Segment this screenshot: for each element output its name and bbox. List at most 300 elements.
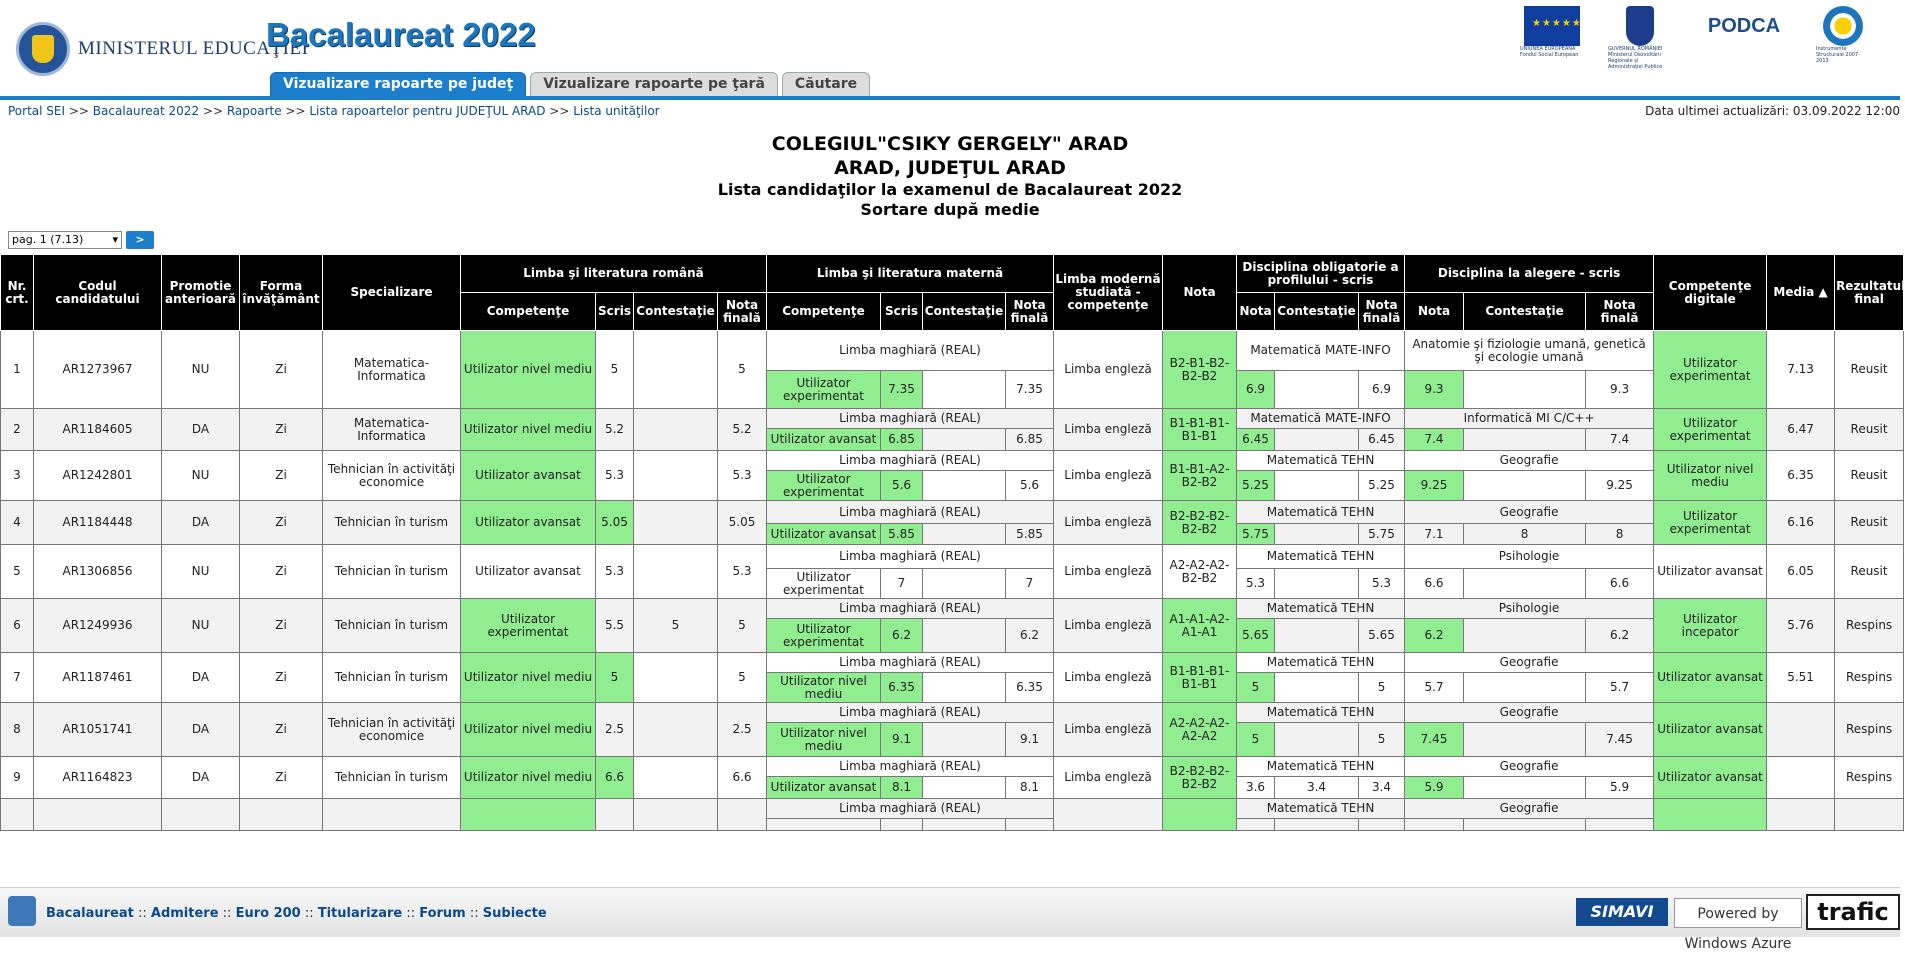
cell-forma: Zi bbox=[240, 545, 323, 599]
cell-ro-cont bbox=[634, 409, 718, 451]
col-form: Forma învăţământ bbox=[240, 255, 323, 331]
cell-al-cont bbox=[1464, 619, 1586, 653]
cell-ob-nota: 6.9 bbox=[1237, 371, 1275, 409]
cell-ob-name: Matematică TEHN bbox=[1237, 451, 1405, 471]
cell-lm: Limba engleză bbox=[1054, 331, 1163, 409]
cell-lm-nota: B1-B1-B1-B1-B1 bbox=[1163, 409, 1237, 451]
cell-ro-cont bbox=[634, 757, 718, 799]
cell-mat-cont bbox=[923, 819, 1006, 831]
cell-media bbox=[1767, 703, 1835, 757]
cell-spec: Tehnician în turism bbox=[323, 501, 461, 545]
table-row bbox=[1, 599, 1904, 619]
col-mat-written: Scris bbox=[881, 293, 923, 331]
cell-al-nota: 9.25 bbox=[1405, 471, 1464, 501]
cell-rez bbox=[1835, 799, 1904, 831]
cell-al-nota: 6.6 bbox=[1405, 569, 1464, 599]
cell-al-cont bbox=[1464, 471, 1586, 501]
col-modern-language: Limba modernă studiată - competenţe bbox=[1054, 255, 1163, 331]
cell-dig: Utilizator experimentat bbox=[1654, 409, 1767, 451]
cell-ro-comp: Utilizator nivel mediu bbox=[461, 653, 596, 703]
cell-ob-nota bbox=[1237, 819, 1275, 831]
footer-links: Bacalaureat :: Admitere :: Euro 200 :: Titularizare :: Forum :: Subiecte bbox=[46, 906, 547, 921]
app-title: Bacalaureat 2022 bbox=[266, 16, 536, 53]
cell-lm-nota bbox=[1163, 799, 1237, 831]
cell-mat-scris: 8.1 bbox=[881, 777, 923, 799]
cell-mat-lang: Limba maghiară (REAL) bbox=[767, 409, 1054, 429]
col-group-elective: Disciplina la alegere - scris bbox=[1405, 255, 1654, 293]
cell-mat-lang: Limba maghiară (REAL) bbox=[767, 501, 1054, 524]
cell-al-name: Geografie bbox=[1405, 703, 1654, 723]
cell-mat-final: 5.85 bbox=[1006, 524, 1054, 545]
cell-prom: DA bbox=[162, 501, 240, 545]
cell-mat-comp: Utilizator avansat bbox=[767, 429, 881, 451]
cell-mat-lang: Limba maghiară (REAL) bbox=[767, 451, 1054, 471]
tab-search[interactable]: Căutare bbox=[782, 72, 870, 96]
footer bbox=[0, 887, 1900, 952]
cell-ob-cont: 3.4 bbox=[1275, 777, 1359, 799]
cell-ob-name: Matematică TEHN bbox=[1237, 799, 1405, 819]
header-divider bbox=[0, 96, 1900, 100]
cell-ob-cont bbox=[1275, 619, 1359, 653]
col-result: Rezultatul final bbox=[1835, 255, 1904, 331]
cell-lm: Limba engleză bbox=[1054, 501, 1163, 545]
school-location: ARAD, JUDEŢUL ARAD bbox=[834, 157, 1066, 179]
cell-forma: Zi bbox=[240, 653, 323, 703]
pager bbox=[8, 231, 154, 249]
cell-ro-comp: Utilizator nivel mediu bbox=[461, 703, 596, 757]
candidates-table bbox=[0, 254, 1904, 831]
cell-spec: Matematica-Informatica bbox=[323, 331, 461, 409]
cell-prom: DA bbox=[162, 653, 240, 703]
footer-link-bac[interactable]: Bacalaureat bbox=[46, 906, 134, 921]
cell-dig: Utilizator nivel mediu bbox=[1654, 451, 1767, 501]
main-tabs bbox=[270, 72, 870, 96]
structural-instruments-logo: Instrumente Structurale 2007-2013 bbox=[1816, 6, 1870, 64]
table-row bbox=[1, 451, 1904, 471]
cell-prom: NU bbox=[162, 545, 240, 599]
cell-mat-cont bbox=[923, 569, 1006, 599]
col-ro-competences: Competenţe bbox=[461, 293, 596, 331]
cell-al-nota: 5.9 bbox=[1405, 777, 1464, 799]
cell-al-name: Geografie bbox=[1405, 799, 1654, 819]
cell-forma: Zi bbox=[240, 501, 323, 545]
col-ro-written: Scris bbox=[596, 293, 634, 331]
cell-nr: 4 bbox=[1, 501, 34, 545]
cell-ro-cont bbox=[634, 545, 718, 599]
col-prof-final: Nota finală bbox=[1359, 293, 1405, 331]
cell-media: 6.35 bbox=[1767, 451, 1835, 501]
cell-spec bbox=[323, 799, 461, 831]
cell-ro-cont bbox=[634, 331, 718, 409]
cell-mat-comp: Utilizator experimentat bbox=[767, 619, 881, 653]
cell-ro-scris bbox=[596, 799, 634, 831]
col-ro-appeal: Contestaţie bbox=[634, 293, 718, 331]
cell-nr: 3 bbox=[1, 451, 34, 501]
cell-cod: AR1051741 bbox=[34, 703, 162, 757]
cell-prom: DA bbox=[162, 703, 240, 757]
cell-lm-nota: B2-B2-B2-B2-B2 bbox=[1163, 501, 1237, 545]
cell-ro-cont bbox=[634, 703, 718, 757]
cell-ro-comp: Utilizator experimentat bbox=[461, 599, 596, 653]
cell-rez: Reusit bbox=[1835, 545, 1904, 599]
col-elec-grade: Nota bbox=[1405, 293, 1464, 331]
cell-al-name: Psihologie bbox=[1405, 599, 1654, 619]
cell-al-cont bbox=[1464, 777, 1586, 799]
cell-prom: NU bbox=[162, 331, 240, 409]
breadcrumb-reports[interactable]: Rapoarte bbox=[226, 104, 282, 118]
col-ro-final: Nota finală bbox=[718, 293, 767, 331]
cell-mat-comp: Utilizator nivel mediu bbox=[767, 723, 881, 757]
cell-al-cont bbox=[1464, 429, 1586, 451]
cell-mat-lang: Limba maghiară (REAL) bbox=[767, 545, 1054, 569]
cell-forma: Zi bbox=[240, 331, 323, 409]
breadcrumb-county-list[interactable]: Lista rapoartelor pentru JUDEŢUL ARAD bbox=[309, 104, 546, 118]
cell-ro-comp: Utilizator avansat bbox=[461, 451, 596, 501]
breadcrumb-units[interactable]: Lista unităţilor bbox=[573, 104, 660, 118]
cell-dig: Utilizator avansat bbox=[1654, 653, 1767, 703]
cell-ob-nota: 5.65 bbox=[1237, 619, 1275, 653]
cell-mat-scris: 6.2 bbox=[881, 619, 923, 653]
breadcrumb-bac[interactable]: Bacalaureat 2022 bbox=[92, 104, 200, 118]
cell-ob-cont bbox=[1275, 673, 1359, 703]
tab-county-reports[interactable]: Vizualizare rapoarte pe judeţ bbox=[270, 72, 526, 96]
cell-rez: Reusit bbox=[1835, 409, 1904, 451]
cell-al-final: 5.7 bbox=[1586, 673, 1654, 703]
eu-logo: ★★★★★ UNIUNEA EUROPEANĂ Fondul Social European bbox=[1520, 6, 1584, 58]
cell-cod: AR1249936 bbox=[34, 599, 162, 653]
cell-mat-cont bbox=[923, 673, 1006, 703]
cell-rez: Respins bbox=[1835, 703, 1904, 757]
cell-mat-comp: Utilizator avansat bbox=[767, 524, 881, 545]
cell-media: 7.13 bbox=[1767, 331, 1835, 409]
cell-al-nota: 9.3 bbox=[1405, 371, 1464, 409]
cell-dig: Utilizator avansat bbox=[1654, 757, 1767, 799]
ministry-crest-icon bbox=[16, 22, 70, 76]
cell-ob-nota: 3.6 bbox=[1237, 777, 1275, 799]
cell-mat-cont bbox=[923, 723, 1006, 757]
cell-al-nota: 5.7 bbox=[1405, 673, 1464, 703]
cell-lm: Limba engleză bbox=[1054, 653, 1163, 703]
cell-ro-final: 5.3 bbox=[718, 545, 767, 599]
cell-mat-scris: 6.35 bbox=[881, 673, 923, 703]
cell-mat-cont bbox=[923, 471, 1006, 501]
cell-al-final: 7.45 bbox=[1586, 723, 1654, 757]
col-average-sort[interactable]: Media ▲ bbox=[1767, 255, 1835, 331]
cell-forma: Zi bbox=[240, 451, 323, 501]
cell-lm-nota: A1-A1-A2-A1-A1 bbox=[1163, 599, 1237, 653]
footer-link-subiecte[interactable]: Subiecte bbox=[482, 906, 547, 921]
cell-mat-final: 5.6 bbox=[1006, 471, 1054, 501]
col-group-profile: Disciplina obligatorie a profilului - scris bbox=[1237, 255, 1405, 293]
cell-ro-final: 6.6 bbox=[718, 757, 767, 799]
cell-ob-final bbox=[1359, 819, 1405, 831]
cell-mat-final: 9.1 bbox=[1006, 723, 1054, 757]
footer-link-forum[interactable]: Forum bbox=[419, 906, 466, 921]
tab-country-reports[interactable]: Vizualizare rapoarte pe ţară bbox=[530, 72, 778, 96]
cell-ro-scris: 5 bbox=[596, 653, 634, 703]
sponsor-logos bbox=[1520, 6, 1870, 70]
ministry-name: MINISTERUL EDUCAŢIEI bbox=[78, 38, 309, 59]
school-name: COLEGIUL"CSIKY GERGELY" ARAD bbox=[771, 133, 1129, 155]
col-group-romanian: Limba şi literatura română bbox=[461, 255, 767, 293]
cell-ro-comp: Utilizator nivel mediu bbox=[461, 331, 596, 409]
cell-nr: 7 bbox=[1, 653, 34, 703]
col-nr: Nr. crt. bbox=[1, 255, 34, 331]
col-specialization: Specializare bbox=[323, 255, 461, 331]
cell-nr: 9 bbox=[1, 757, 34, 799]
azure-badge[interactable]: Powered by Windows Azure bbox=[1674, 898, 1802, 928]
cell-ro-cont bbox=[634, 653, 718, 703]
cell-prom bbox=[162, 799, 240, 831]
cell-ro-scris: 5.05 bbox=[596, 501, 634, 545]
cell-ro-comp: Utilizator avansat bbox=[461, 501, 596, 545]
cell-mat-lang: Limba maghiară (REAL) bbox=[767, 599, 1054, 619]
cell-nr: 6 bbox=[1, 599, 34, 653]
cell-nr: 2 bbox=[1, 409, 34, 451]
report-titles bbox=[0, 132, 1900, 220]
cell-ob-nota: 5.25 bbox=[1237, 471, 1275, 501]
cell-ob-nota: 5.3 bbox=[1237, 569, 1275, 599]
cell-lm: Limba engleză bbox=[1054, 757, 1163, 799]
cell-media bbox=[1767, 799, 1835, 831]
cell-mat-scris: 5.6 bbox=[881, 471, 923, 501]
page-select[interactable]: pag. 1 (7.13) ▾ bbox=[8, 231, 122, 249]
cell-mat-cont bbox=[923, 619, 1006, 653]
cell-lm-nota: B1-B1-B1-B1-B1 bbox=[1163, 653, 1237, 703]
cell-cod: AR1187461 bbox=[34, 653, 162, 703]
ministry-logo[interactable] bbox=[16, 22, 308, 76]
romania-crest-icon bbox=[1626, 6, 1654, 46]
cell-ro-scris: 5.5 bbox=[596, 599, 634, 653]
cell-mat-scris bbox=[881, 819, 923, 831]
cell-mat-cont bbox=[923, 371, 1006, 409]
cell-ob-final: 6.9 bbox=[1359, 371, 1405, 409]
cell-mat-lang: Limba maghiară (REAL) bbox=[767, 331, 1054, 371]
cell-ob-name: Matematică TEHN bbox=[1237, 599, 1405, 619]
cell-al-cont: 8 bbox=[1464, 524, 1586, 545]
cell-mat-lang: Limba maghiară (REAL) bbox=[767, 799, 1054, 819]
cell-ob-cont bbox=[1275, 471, 1359, 501]
cell-ro-cont bbox=[634, 451, 718, 501]
col-mat-competences: Competenţe bbox=[767, 293, 881, 331]
cell-ro-final: 5.3 bbox=[718, 451, 767, 501]
cell-spec: Tehnician în turism bbox=[323, 599, 461, 653]
go-button[interactable]: > bbox=[126, 231, 154, 249]
cell-mat-comp bbox=[767, 819, 881, 831]
table-row bbox=[1, 653, 1904, 673]
government-logo: GUVERNUL ROMÂNIEI Ministerul Dezvoltării Regionale şi Administraţiei Publice bbox=[1608, 6, 1672, 70]
cell-ob-final: 6.45 bbox=[1359, 429, 1405, 451]
footer-link-titularizare[interactable]: Titularizare bbox=[317, 906, 403, 921]
cell-nr bbox=[1, 799, 34, 831]
cell-rez: Respins bbox=[1835, 757, 1904, 799]
cell-al-nota: 7.1 bbox=[1405, 524, 1464, 545]
cell-forma: Zi bbox=[240, 703, 323, 757]
cell-ob-name: Matematică TEHN bbox=[1237, 703, 1405, 723]
cell-spec: Tehnician în turism bbox=[323, 653, 461, 703]
cell-ob-final: 5.3 bbox=[1359, 569, 1405, 599]
structural-instruments-icon bbox=[1823, 6, 1863, 46]
footer-link-euro200[interactable]: Euro 200 bbox=[235, 906, 301, 921]
cell-mat-final: 6.35 bbox=[1006, 673, 1054, 703]
table-row bbox=[1, 331, 1904, 371]
cell-mat-scris: 7.35 bbox=[881, 371, 923, 409]
cell-cod: AR1184448 bbox=[34, 501, 162, 545]
cell-mat-lang: Limba maghiară (REAL) bbox=[767, 757, 1054, 777]
cell-nr: 1 bbox=[1, 331, 34, 409]
cell-cod: AR1273967 bbox=[34, 331, 162, 409]
cell-ob-final: 5.25 bbox=[1359, 471, 1405, 501]
cell-prom: NU bbox=[162, 599, 240, 653]
cell-al-final bbox=[1586, 819, 1654, 831]
cell-spec: Tehnician în turism bbox=[323, 545, 461, 599]
cell-ro-scris: 5.3 bbox=[596, 451, 634, 501]
cell-forma: Zi bbox=[240, 409, 323, 451]
table-row bbox=[1, 799, 1904, 819]
cell-dig: Utilizator experimentat bbox=[1654, 331, 1767, 409]
cell-ro-comp: Utilizator nivel mediu bbox=[461, 757, 596, 799]
cell-media: 5.76 bbox=[1767, 599, 1835, 653]
simavi-logo[interactable]: SIMAVI bbox=[1576, 898, 1668, 926]
col-digital: Competenţe digitale bbox=[1654, 255, 1767, 331]
cell-al-name: Geografie bbox=[1405, 757, 1654, 777]
cell-al-nota bbox=[1405, 819, 1464, 831]
cell-ro-final: 5 bbox=[718, 599, 767, 653]
cell-ro-scris: 6.6 bbox=[596, 757, 634, 799]
cell-lm: Limba engleză bbox=[1054, 451, 1163, 501]
cell-mat-scris: 6.85 bbox=[881, 429, 923, 451]
cell-ob-final: 5.75 bbox=[1359, 524, 1405, 545]
header bbox=[0, 0, 1900, 102]
cell-lm-nota: B2-B2-B2-B2-B2 bbox=[1163, 757, 1237, 799]
cell-cod: AR1184605 bbox=[34, 409, 162, 451]
cell-dig bbox=[1654, 799, 1767, 831]
cell-al-final: 6.2 bbox=[1586, 619, 1654, 653]
cell-mat-final: 6.85 bbox=[1006, 429, 1054, 451]
cell-ob-name: Matematică TEHN bbox=[1237, 545, 1405, 569]
cell-nr: 5 bbox=[1, 545, 34, 599]
cell-mat-lang: Limba maghiară (REAL) bbox=[767, 703, 1054, 723]
cell-mat-final: 7.35 bbox=[1006, 371, 1054, 409]
cell-media: 6.47 bbox=[1767, 409, 1835, 451]
cell-media: 6.16 bbox=[1767, 501, 1835, 545]
cell-prom: NU bbox=[162, 451, 240, 501]
cell-lm-nota: B1-B1-A2-B2-B2 bbox=[1163, 451, 1237, 501]
eu-flag-icon bbox=[1524, 6, 1580, 46]
cell-lm: Limba engleză bbox=[1054, 599, 1163, 653]
cell-dig: Utilizator incepator bbox=[1654, 599, 1767, 653]
cell-al-name: Psihologie bbox=[1405, 545, 1654, 569]
cell-al-name: Informatică MI C/C++ bbox=[1405, 409, 1654, 429]
cell-ob-final: 5 bbox=[1359, 673, 1405, 703]
cell-mat-final: 8.1 bbox=[1006, 777, 1054, 799]
cell-mat-cont bbox=[923, 429, 1006, 451]
cell-media: 6.05 bbox=[1767, 545, 1835, 599]
cell-ob-cont bbox=[1275, 569, 1359, 599]
cell-lm: Limba engleză bbox=[1054, 545, 1163, 599]
trafic-badge[interactable]: trafic bbox=[1806, 894, 1900, 930]
cell-al-cont bbox=[1464, 569, 1586, 599]
cell-ob-cont bbox=[1275, 429, 1359, 451]
table-row bbox=[1, 409, 1904, 429]
cell-ob-name: Matematică TEHN bbox=[1237, 501, 1405, 524]
cell-mat-scris: 7 bbox=[881, 569, 923, 599]
cell-al-cont bbox=[1464, 371, 1586, 409]
sort-title: Sortare după medie bbox=[860, 200, 1040, 219]
user-icon bbox=[8, 896, 36, 926]
cell-ro-comp: Utilizator nivel mediu bbox=[461, 409, 596, 451]
cell-dig: Utilizator experimentat bbox=[1654, 501, 1767, 545]
cell-lm: Limba engleză bbox=[1054, 703, 1163, 757]
col-group-maternal: Limba şi literatura maternă bbox=[767, 255, 1054, 293]
cell-ro-final: 5.05 bbox=[718, 501, 767, 545]
list-title: Lista candidaţilor la examenul de Bacalaureat 2022 bbox=[717, 180, 1183, 199]
cell-mat-scris: 5.85 bbox=[881, 524, 923, 545]
cell-lm-nota: B2-B1-B2-B2-B2 bbox=[1163, 331, 1237, 409]
cell-mat-final: 6.2 bbox=[1006, 619, 1054, 653]
cell-spec: Tehnician în turism bbox=[323, 757, 461, 799]
cell-ro-final bbox=[718, 799, 767, 831]
candidates-body bbox=[1, 331, 1904, 831]
cell-al-final: 8 bbox=[1586, 524, 1654, 545]
cell-dig: Utilizator avansat bbox=[1654, 703, 1767, 757]
cell-al-name: Geografie bbox=[1405, 501, 1654, 524]
cell-al-cont bbox=[1464, 819, 1586, 831]
cell-al-nota: 7.45 bbox=[1405, 723, 1464, 757]
cell-ro-comp: Utilizator avansat bbox=[461, 545, 596, 599]
breadcrumb-portal[interactable]: Portal SEI bbox=[8, 104, 66, 118]
cell-ro-final: 5.2 bbox=[718, 409, 767, 451]
cell-ob-cont bbox=[1275, 723, 1359, 757]
cell-al-name: Geografie bbox=[1405, 451, 1654, 471]
col-elec-appeal: Contestaţie bbox=[1464, 293, 1586, 331]
cell-ro-comp bbox=[461, 799, 596, 831]
cell-ob-final: 3.4 bbox=[1359, 777, 1405, 799]
cell-mat-comp: Utilizator avansat bbox=[767, 777, 881, 799]
breadcrumb: Portal SEI >> Bacalaureat 2022 >> Rapoarte >> Lista rapoartelor pentru JUDEŢUL ARAD >> Lista unităţilor bbox=[8, 104, 660, 118]
cell-al-nota: 6.2 bbox=[1405, 619, 1464, 653]
cell-lm-nota: A2-A2-A2-A2-A2 bbox=[1163, 703, 1237, 757]
cell-dig: Utilizator avansat bbox=[1654, 545, 1767, 599]
cell-spec: Tehnician în activităţi economice bbox=[323, 451, 461, 501]
cell-ob-name: Matematică MATE-INFO bbox=[1237, 409, 1405, 429]
cell-mat-comp: Utilizator experimentat bbox=[767, 371, 881, 409]
cell-ro-scris: 2.5 bbox=[596, 703, 634, 757]
footer-link-admitere[interactable]: Admitere bbox=[150, 906, 219, 921]
cell-mat-lang: Limba maghiară (REAL) bbox=[767, 653, 1054, 673]
cell-lm-nota: A2-A2-A2-B2-B2 bbox=[1163, 545, 1237, 599]
cell-mat-final: 7 bbox=[1006, 569, 1054, 599]
cell-media bbox=[1767, 757, 1835, 799]
cell-ob-cont bbox=[1275, 524, 1359, 545]
cell-mat-cont bbox=[923, 524, 1006, 545]
cell-al-cont bbox=[1464, 673, 1586, 703]
cell-al-nota: 7.4 bbox=[1405, 429, 1464, 451]
cell-ro-cont bbox=[634, 501, 718, 545]
col-mat-final: Nota finală bbox=[1006, 293, 1054, 331]
cell-cod: AR1242801 bbox=[34, 451, 162, 501]
cell-mat-cont bbox=[923, 777, 1006, 799]
cell-al-final: 9.25 bbox=[1586, 471, 1654, 501]
cell-ob-name: Matematică MATE-INFO bbox=[1237, 331, 1405, 371]
cell-ob-cont bbox=[1275, 819, 1359, 831]
cell-mat-comp: Utilizator nivel mediu bbox=[767, 673, 881, 703]
cell-al-name: Anatomie şi fiziologie umană, genetică şi ecologie umană bbox=[1405, 331, 1654, 371]
cell-mat-comp: Utilizator experimentat bbox=[767, 569, 881, 599]
cell-cod: AR1306856 bbox=[34, 545, 162, 599]
cell-lm bbox=[1054, 799, 1163, 831]
cell-lm: Limba engleză bbox=[1054, 409, 1163, 451]
